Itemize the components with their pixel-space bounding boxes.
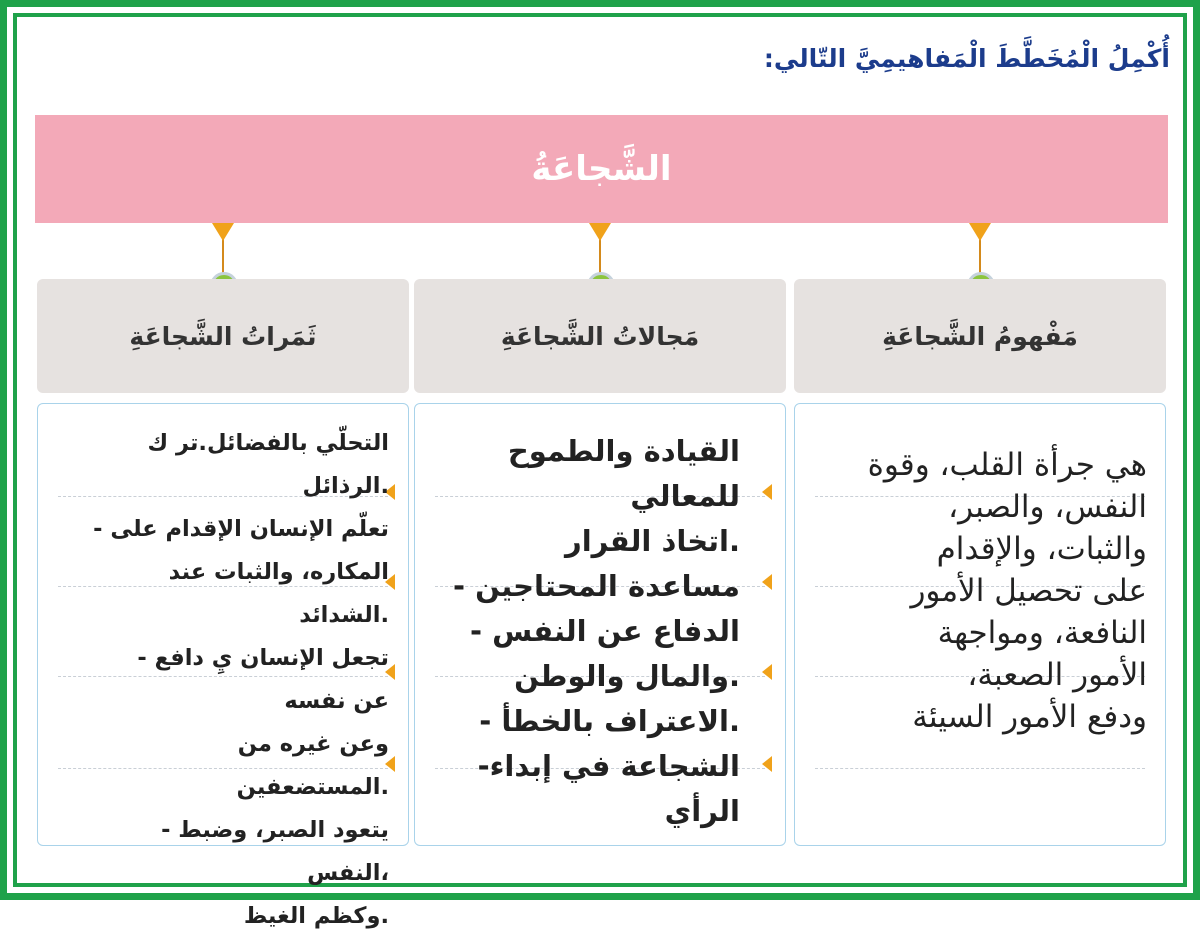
- main-topic-banner: [35, 115, 1168, 223]
- fruits-box: [37, 403, 409, 929]
- instruction-heading: أُكْمِلُ الْمُخَطَّطَ الْمَفاهيمِيَّ التّالي:: [763, 44, 1170, 73]
- text-line: ودفع الأمور السيئة: [912, 699, 1147, 735]
- fruits-text: [44, 422, 389, 938]
- dashed-line: [815, 768, 1145, 769]
- main-topic-title: الشَّجاعَةُ: [531, 149, 672, 189]
- text-line: الشجاعة في إبداء-: [477, 749, 740, 783]
- heading-concept: [794, 279, 1166, 393]
- text-line: الرأي: [664, 794, 740, 828]
- fields-text: [440, 429, 740, 834]
- text-line: هي جرأة القلب، وقوة: [867, 447, 1147, 483]
- text-line: الأمور الصعبة،: [967, 657, 1147, 693]
- bullet-marker-icon: [762, 756, 772, 772]
- text-line: مساعدة المحتاجين -: [453, 569, 740, 603]
- heading-fields: [414, 279, 786, 393]
- text-line: .الشدائد: [299, 602, 389, 628]
- text-line: ،النفس: [307, 860, 389, 886]
- text-line: التحلّي بالفضائل.تر ك: [147, 430, 389, 456]
- text-line: القيادة والطموح للمعالي: [507, 434, 740, 513]
- heading-concept-label: مَفْهومُ الشَّجاعَةِ: [882, 321, 1078, 351]
- text-line: تعلّم الإنسان الإقدام على -: [93, 516, 389, 542]
- bullet-marker-icon: [762, 484, 772, 500]
- text-line: .المستضعفين: [236, 774, 389, 800]
- heading-fruits: [37, 279, 409, 393]
- heading-fields-label: مَجالاتُ الشَّجاعَةِ: [500, 321, 700, 351]
- concept-text: [817, 444, 1147, 738]
- text-line: .اتخاذ القرار: [565, 524, 740, 558]
- text-line: .وكظم الغيظ: [243, 903, 389, 929]
- text-line: والثبات، والإقدام: [936, 531, 1147, 567]
- concept-box: [794, 403, 1166, 846]
- text-line: المكاره، والثبات عند: [168, 559, 389, 585]
- bullet-marker-icon: [762, 664, 772, 680]
- text-line: الدفاع عن النفس -: [469, 614, 740, 648]
- text-line: .والمال والوطن: [514, 659, 740, 693]
- text-line: .الرذائل: [302, 473, 389, 499]
- heading-fruits-label: ثَمَراتُ الشَّجاعَةِ: [129, 321, 317, 351]
- text-line: على تحصيل الأمور: [910, 573, 1147, 609]
- text-line: تجعل الإنسان يِ دافع -: [137, 645, 389, 671]
- text-line: .الاعتراف بالخطأ -: [479, 704, 740, 738]
- down-arrow-icon: [969, 223, 991, 241]
- fields-box: [414, 403, 786, 846]
- down-arrow-icon: [589, 223, 611, 241]
- text-line: النافعة، ومواجهة: [937, 615, 1147, 651]
- text-line: عن نفسه: [284, 688, 389, 714]
- text-line: وعن غيره من: [237, 731, 389, 757]
- text-line: يتعود الصبر، وضبط -: [161, 817, 389, 843]
- bullet-marker-icon: [762, 574, 772, 590]
- down-arrow-icon: [212, 223, 234, 241]
- text-line: النفس، والصبر،: [948, 489, 1147, 525]
